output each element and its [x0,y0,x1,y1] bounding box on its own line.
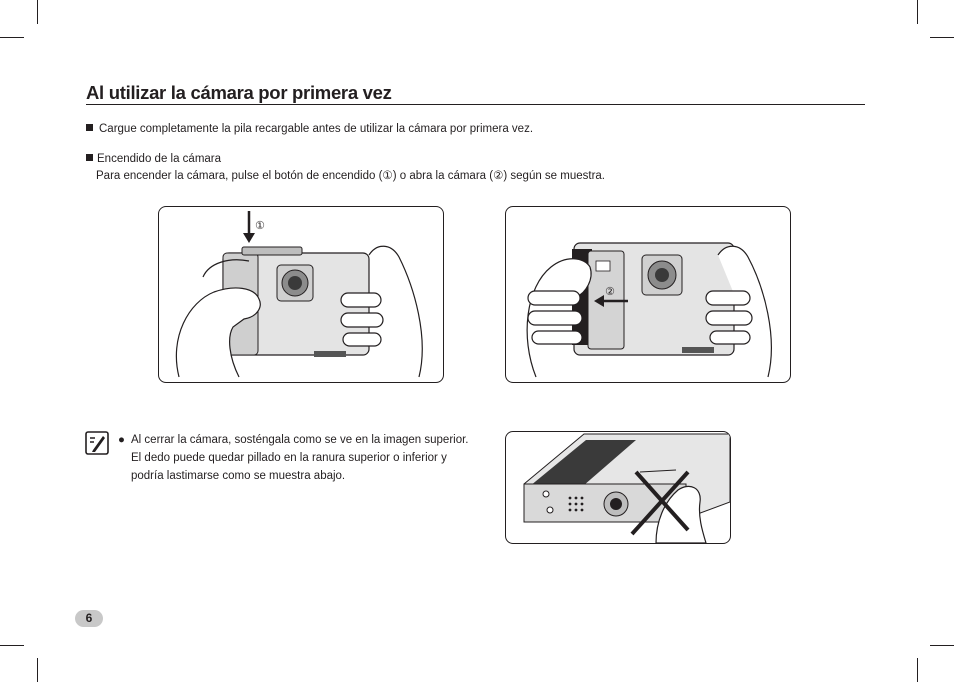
intro-text: Cargue completamente la pila recargable antes de utilizar la cámara por primera vez. [99,123,534,135]
power-on-heading: Encendido de la cámara [97,153,222,165]
intro-bullet [86,121,533,137]
crop-mark [0,645,24,646]
page-number-badge: 6 [75,610,103,627]
figure-2-marker: ② [605,285,615,298]
power-on-heading-row [86,151,221,167]
note-bullet: ● [118,434,125,446]
crop-mark [0,37,24,38]
crop-mark [37,0,38,24]
note-block [118,431,470,485]
power-on-description: Para encender la cámara, pulse el botón de encendido (①) o abra la cámara (②) según se muestra. [96,170,606,182]
note-text: Al cerrar la cámara, sosténgala como se ve en la imagen superior. El dedo puede quedar pillado en la ranura superior o inferior y podría lastimarse como se muestra abajo. [131,434,469,482]
crop-mark [930,37,954,38]
crop-mark [917,658,918,682]
crop-mark [930,645,954,646]
note-pencil-icon [85,431,109,455]
square-bullet-icon [86,124,93,131]
page-title: Al utilizar la cámara por primera vez [86,82,392,103]
figure-1-marker: ① [255,219,265,232]
square-bullet-icon [86,154,93,161]
figure-finger-caught-warning [505,431,731,544]
camera-finger-warning-illustration [506,432,730,543]
camera-slide-open-illustration [506,207,790,382]
title-divider [86,104,865,105]
crop-mark [37,658,38,682]
figure-press-power-button [158,206,444,383]
camera-power-button-illustration [159,207,443,382]
figure-open-camera [505,206,791,383]
crop-mark [917,0,918,24]
